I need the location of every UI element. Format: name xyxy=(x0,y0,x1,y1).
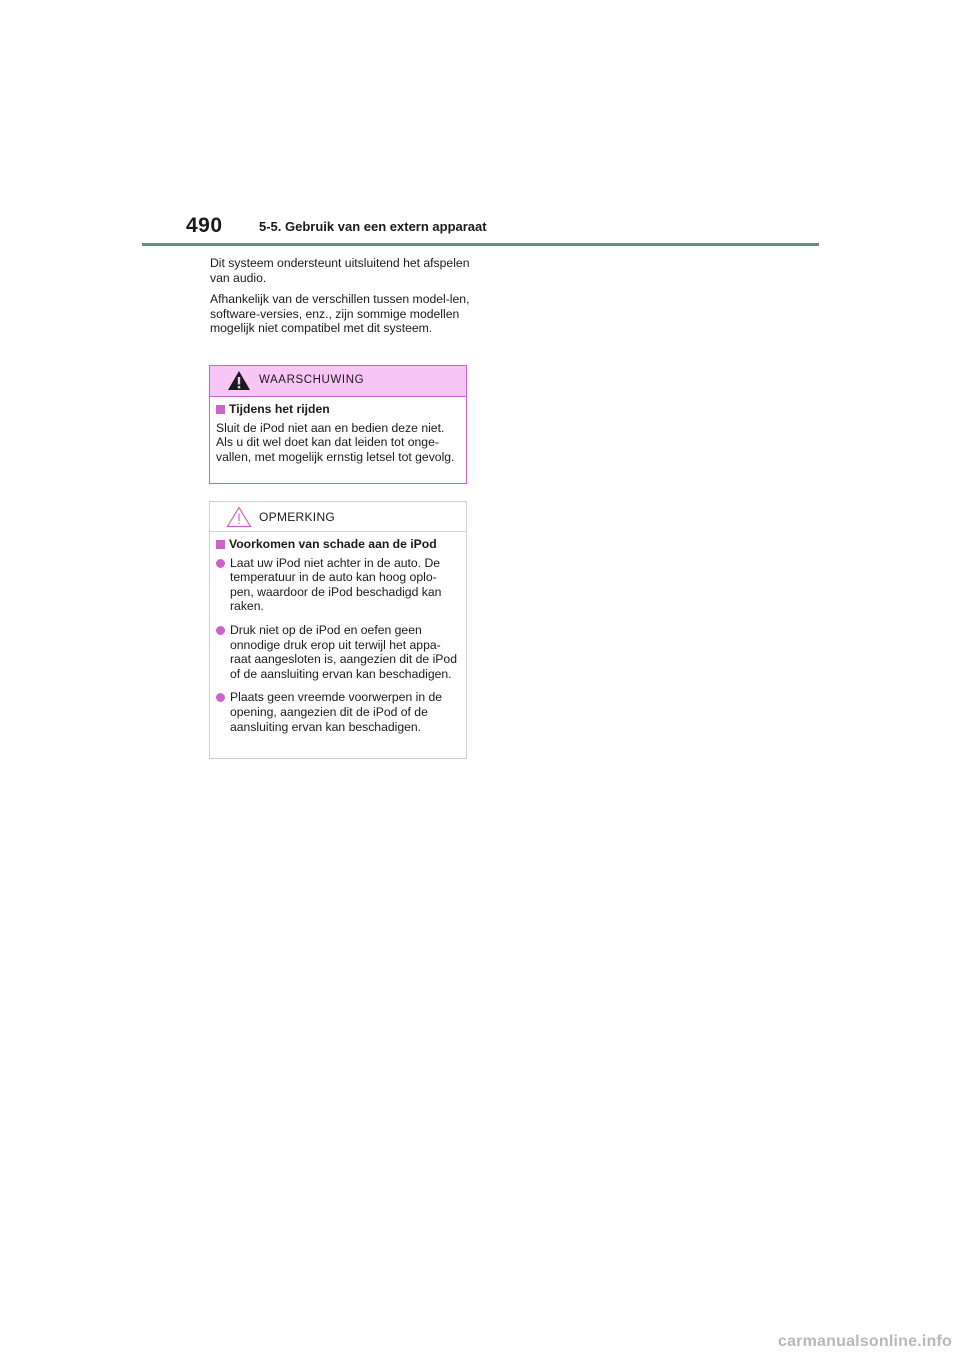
caution-triangle-icon xyxy=(226,506,252,533)
header-rule xyxy=(142,243,819,246)
round-bullet-icon xyxy=(216,693,225,702)
list-item xyxy=(216,690,458,734)
intro-paragraph: Dit systeem ondersteunt uitsluitend het afspelen van audio. xyxy=(210,256,470,285)
intro-paragraph: Afhankelijk van de verschillen tussen model-len, software-versies, enz., zijn sommige modellen mogelijk niet compatibel met dit systeem. xyxy=(210,292,470,336)
warning-text: Sluit de iPod niet aan en bedien deze niet. Als u dit wel doet kan dat leiden tot onge-vallen, met mogelijk ernstig letsel tot gevolg. xyxy=(216,420,455,464)
warning-box xyxy=(209,365,467,484)
list-item-text: Plaats geen vreemde voorwerpen in de opening, aangezien dit de iPod of de aansluiting ervan kan beschadigen. xyxy=(230,690,443,734)
square-bullet-icon xyxy=(216,405,225,414)
warning-subheading xyxy=(216,402,458,417)
warning-label: WAARSCHUWING xyxy=(259,374,365,386)
watermark: carmanualsonline.info xyxy=(777,1333,952,1350)
intro-text xyxy=(210,256,472,343)
notice-box xyxy=(209,501,467,759)
list-item xyxy=(216,556,458,614)
round-bullet-icon xyxy=(216,559,225,568)
list-item-text: Laat uw iPod niet achter in de auto. De temperatuur in de auto kan hoog oplo-pen, waardoor de iPod beschadigd kan raken. xyxy=(230,555,442,614)
round-bullet-icon xyxy=(216,626,225,635)
warning-header xyxy=(210,366,466,397)
notice-body xyxy=(210,532,466,734)
notice-header xyxy=(210,502,466,532)
notice-subheading xyxy=(216,537,458,552)
page-number: 490 xyxy=(186,214,223,237)
warning-triangle-icon xyxy=(227,370,251,396)
warning-body xyxy=(210,397,466,464)
list-item xyxy=(216,623,458,681)
notice-heading: Voorkomen van schade aan de iPod xyxy=(229,537,437,551)
notice-label: OPMERKING xyxy=(259,510,336,524)
list-item-text: Druk niet op de iPod en oefen geen onnodige druk erop uit terwijl het appa-raat aangesloten is, aangezien dit de iPod of de aansluiting ervan kan beschadigen. xyxy=(230,622,457,681)
square-bullet-icon xyxy=(216,540,225,549)
section-title: 5-5. Gebruik van een extern apparaat xyxy=(259,219,487,234)
warning-heading: Tijdens het rijden xyxy=(229,402,330,416)
